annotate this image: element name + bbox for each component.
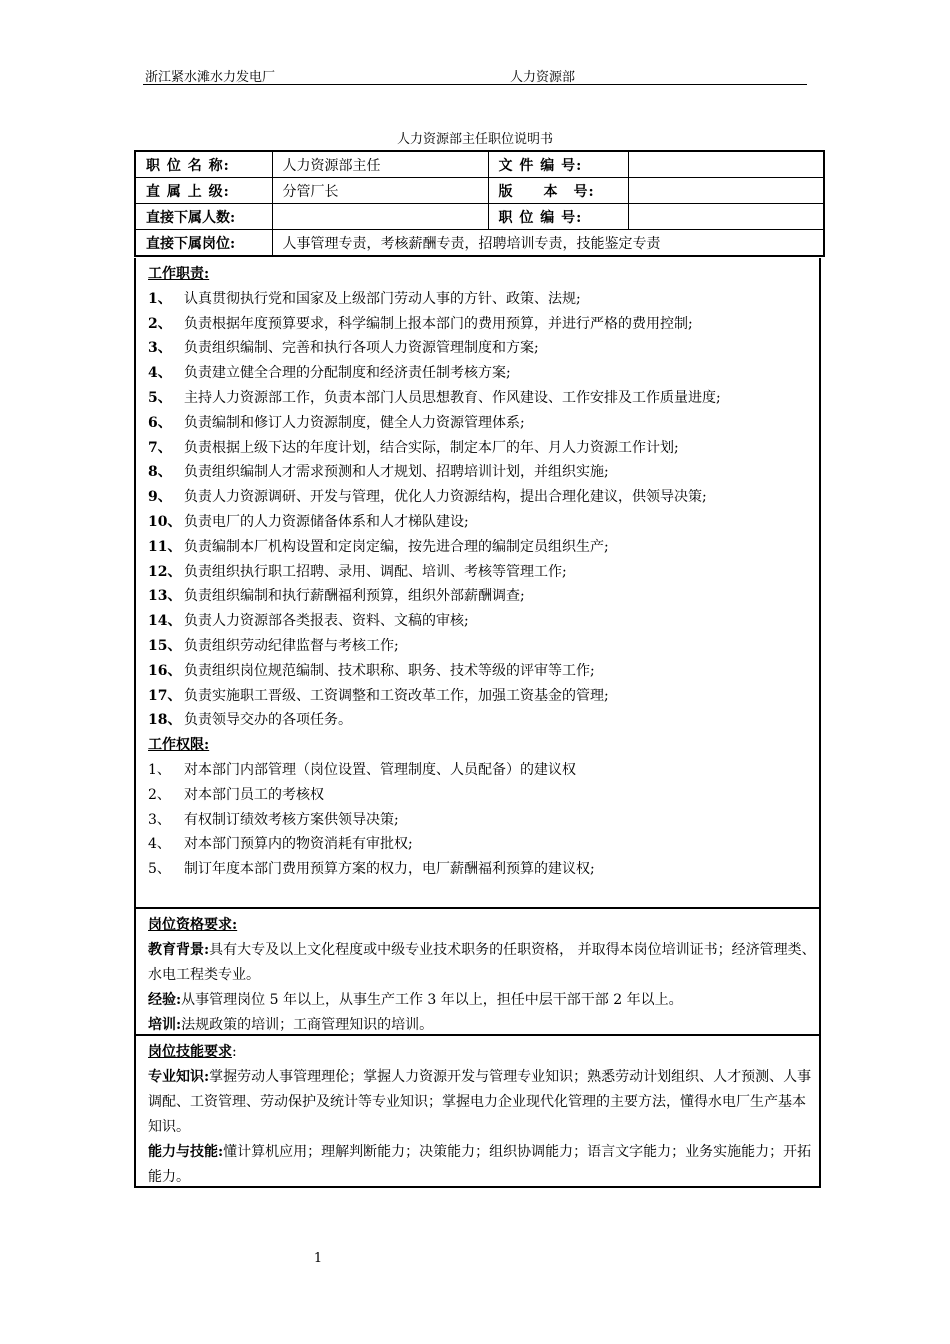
item-number: 2、 [148, 315, 172, 332]
item-number: 10、 [148, 513, 182, 530]
list-item [148, 287, 819, 312]
item-text: 负责组织岗位规范编制、技术职称、职务、技术等级的评审等工作; [184, 662, 595, 679]
header-department: 人力资源部 [510, 70, 576, 85]
subordinates-count-value [272, 204, 488, 230]
training-label: 培训: [148, 1017, 182, 1033]
skills-section [134, 1036, 821, 1188]
item-number: 11、 [148, 538, 182, 555]
item-text: 负责组织编制人才需求预测和人才规划、招聘培训计划，并组织实施; [184, 464, 609, 481]
education-label: 教育背景: [148, 942, 210, 958]
experience-text: 从事管理岗位 5 年以上，从事生产工作 3 年以上，担任中层干部干部 2 年以上。 [181, 992, 683, 1008]
info-row [135, 230, 824, 257]
list-item [148, 609, 819, 634]
header-company: 浙江紧水滩水力发电厂 [145, 70, 276, 85]
item-number: 2、 [148, 786, 171, 803]
document-title: 人力资源部主任职位说明书 [396, 132, 553, 147]
ability-row [148, 1140, 819, 1190]
item-text: 负责根据年度预算要求，科学编制上报本部门的费用预算，并进行严格的费用控制; [184, 315, 693, 332]
item-text: 有权制订绩效考核方案供领导决策; [184, 811, 399, 828]
item-text: 负责实施职工晋级、工资调整和工资改革工作，加强工资基金的管理; [184, 687, 609, 704]
list-item [148, 460, 819, 485]
experience-row [148, 988, 819, 1013]
list-item [148, 783, 819, 808]
item-number: 5、 [148, 861, 171, 878]
item-number: 3、 [148, 811, 171, 828]
list-item [148, 684, 819, 709]
list-item [148, 312, 819, 337]
item-number: 17、 [148, 687, 182, 704]
item-text: 负责建立健全合理的分配制度和经济责任制考核方案; [184, 365, 511, 382]
knowledge-text: 掌握劳动人事管理理伦；掌握人力资源开发与管理专业知识；熟悉劳动计划组织、人才预测、人事调配、工资管理、劳动保护及统计等专业知识；掌握电力企业现代化管理的主要方法，懂得水电厂生产基本知识。 [148, 1069, 812, 1135]
list-item [148, 857, 819, 882]
list-item [148, 361, 819, 386]
authority-heading: 工作权限: [148, 737, 210, 754]
training-text: 法规政策的培训；工商管理知识的培训。 [181, 1017, 434, 1033]
info-row [135, 178, 824, 204]
item-text: 负责编制本厂机构设置和定岗定编，按先进合理的编制定员组织生产; [184, 538, 609, 555]
list-item [148, 535, 819, 560]
list-item [148, 584, 819, 609]
training-row [148, 1013, 819, 1038]
item-text: 负责组织编制、完善和执行各项人力资源管理制度和方案; [184, 340, 539, 357]
item-text: 负责电厂的人力资源储备体系和人才梯队建设; [184, 513, 469, 530]
list-item [148, 485, 819, 510]
item-number: 1、 [148, 290, 172, 307]
item-number: 9、 [148, 489, 172, 506]
subordinates-count-label: 直接下属人数: [135, 204, 272, 230]
list-item [148, 634, 819, 659]
item-text: 负责组织编制和执行薪酬福利预算，组织外部薪酬调查; [184, 588, 525, 605]
page-header [143, 64, 807, 85]
info-row [135, 204, 824, 230]
experience-label: 经验: [148, 992, 182, 1008]
item-number: 13、 [148, 588, 182, 605]
item-text: 认真贯彻执行党和国家及上级部门劳动人事的方针、政策、法规; [184, 290, 581, 307]
item-text: 负责根据上级下达的年度计划，结合实际，制定本厂的年、月人力资源工作计划; [184, 439, 679, 456]
item-number: 7、 [148, 439, 172, 456]
item-number: 4、 [148, 836, 171, 853]
qualifications-section [134, 909, 821, 1036]
item-number: 14、 [148, 613, 182, 630]
duties-authority-section [134, 258, 821, 909]
version-value [628, 178, 824, 204]
item-number: 18、 [148, 712, 182, 729]
duties-heading: 工作职责: [148, 266, 210, 282]
ability-text: 懂计算机应用；理解判断能力；决策能力；组织协调能力；语言文字能力；业务实施能力；开拓能力。 [148, 1144, 812, 1185]
skills-heading: 岗位技能要求 [148, 1044, 232, 1060]
item-text: 负责人力资源部各类报表、资料、文稿的审核; [184, 613, 469, 630]
item-number: 4、 [148, 365, 172, 382]
doc-no-label: 文 件 编 号: [488, 151, 628, 178]
item-text: 负责领导交办的各项任务。 [184, 712, 352, 729]
authority-list [148, 758, 819, 882]
subordinate-posts-value: 人事管理专责，考核薪酬专责，招聘培训专责，技能鉴定专责 [272, 230, 824, 257]
item-number: 16、 [148, 662, 182, 679]
education-text: 具有大专及以上文化程度或中级专业技术职务的任职资格， 并取得本岗位培训证书；经济管理类、水电工程类专业。 [148, 942, 816, 983]
item-number: 15、 [148, 637, 182, 654]
education-row [148, 938, 819, 988]
list-item [148, 832, 819, 857]
list-item [148, 560, 819, 585]
item-text: 对本部门员工的考核权 [184, 786, 324, 803]
position-name-value: 人力资源部主任 [272, 151, 488, 178]
version-label: 版 本 号: [488, 178, 628, 204]
ability-label: 能力与技能: [148, 1144, 224, 1160]
item-number: 8、 [148, 464, 172, 481]
item-text: 负责编制和修订人力资源制度，健全人力资源管理体系; [184, 414, 525, 431]
item-text: 主持人力资源部工作，负责本部门人员思想教育、作风建设、工作安排及工作质量进度; [184, 389, 721, 406]
doc-no-value [628, 151, 824, 178]
item-text: 负责人力资源调研、开发与管理，优化人力资源结构，提出合理化建议，供领导决策; [184, 489, 707, 506]
item-number: 3、 [148, 340, 172, 357]
item-number: 5、 [148, 389, 172, 406]
item-text: 负责组织劳动纪律监督与考核工作; [184, 637, 399, 654]
list-item [148, 510, 819, 535]
skills-heading-suffix: : [232, 1044, 237, 1060]
qualifications-heading: 岗位资格要求: [148, 917, 238, 933]
item-text: 负责组织执行职工招聘、录用、调配、培训、考核等管理工作; [184, 563, 567, 580]
list-item [148, 659, 819, 684]
superior-value: 分管厂长 [272, 178, 488, 204]
position-no-label: 职 位 编 号: [488, 204, 628, 230]
skills-heading-row [148, 1040, 819, 1065]
list-item [148, 808, 819, 833]
knowledge-label: 专业知识: [148, 1069, 210, 1085]
item-number: 1、 [148, 761, 171, 778]
item-number: 6、 [148, 414, 172, 431]
list-item [148, 386, 819, 411]
list-item [148, 708, 819, 733]
knowledge-row [148, 1065, 819, 1140]
list-item [148, 436, 819, 461]
item-text: 对本部门内部管理（岗位设置、管理制度、人员配备）的建议权 [184, 761, 576, 778]
list-item [148, 336, 819, 361]
list-item [148, 758, 819, 783]
item-text: 对本部门预算内的物资消耗有审批权; [184, 836, 413, 853]
info-table [134, 150, 825, 257]
subordinate-posts-label: 直接下属岗位: [135, 230, 272, 257]
list-item [148, 411, 819, 436]
page-number: 1 [313, 1251, 323, 1266]
position-no-value [628, 204, 824, 230]
position-name-label: 职 位 名 称: [135, 151, 272, 178]
item-number: 12、 [148, 563, 182, 580]
item-text: 制订年度本部门费用预算方案的权力，电厂薪酬福利预算的建议权; [184, 861, 595, 878]
info-row [135, 151, 824, 178]
duties-list [148, 287, 819, 733]
superior-label: 直 属 上 级: [135, 178, 272, 204]
